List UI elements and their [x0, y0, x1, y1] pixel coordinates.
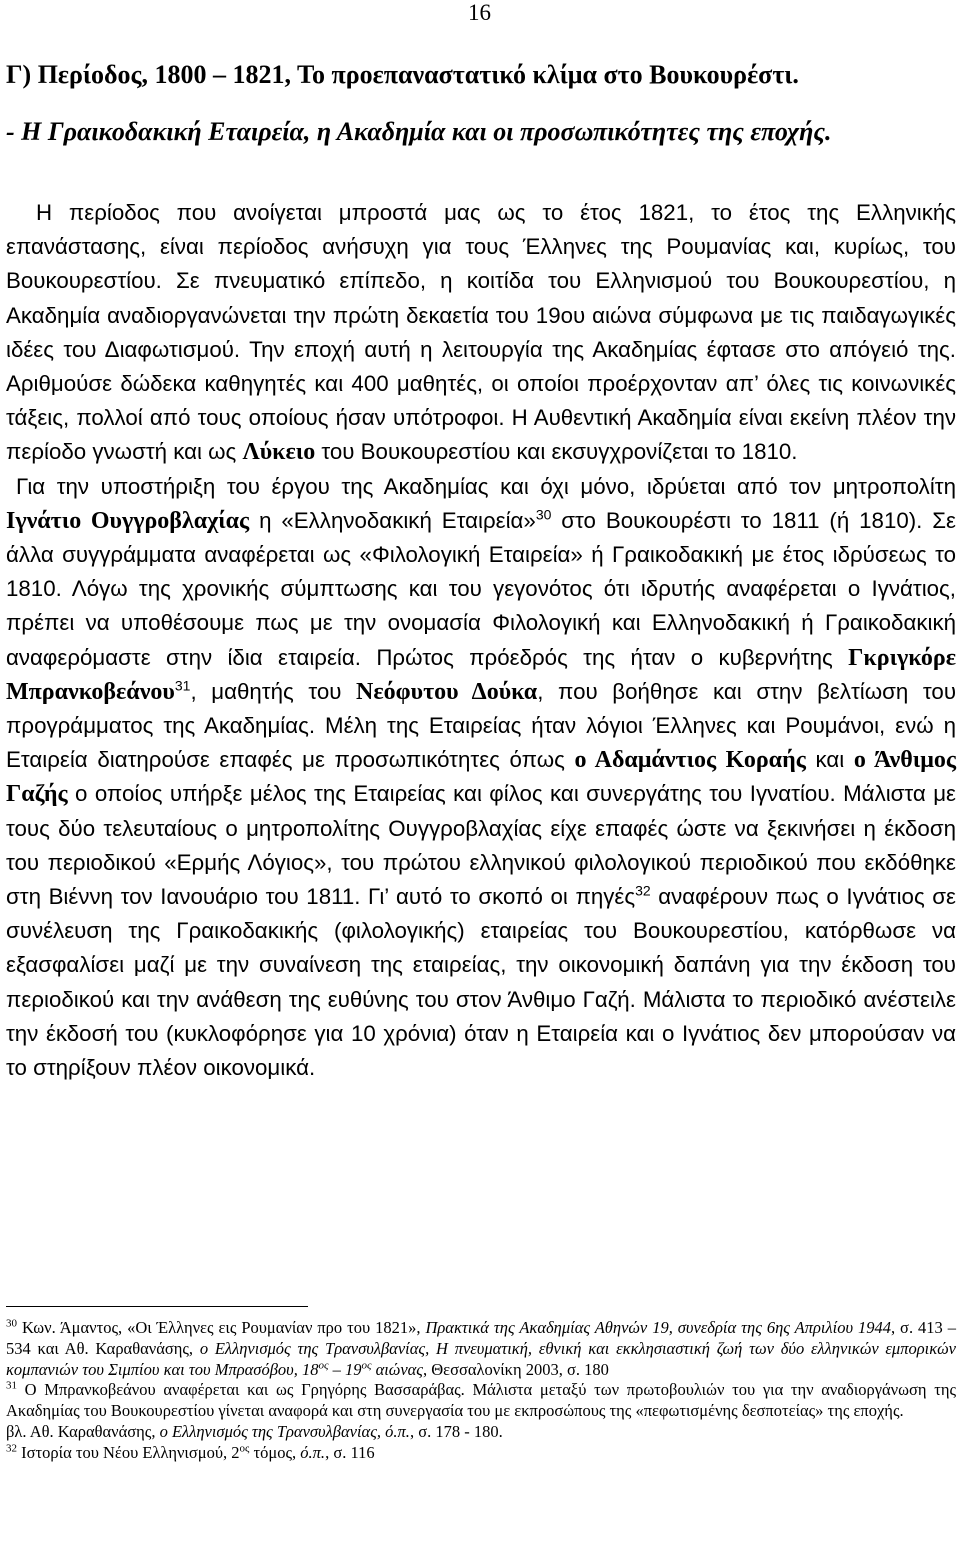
footnote-30-number: 30 [6, 1317, 17, 1330]
paragraph-1 [6, 196, 956, 470]
fn31-text-1: Ο Μπρανκοβεάνου αναφέρεται και ως Γρηγόρης Βασσαράβας. Μάλιστα μεταξύ των πρωτοβουλιών του για την αναδιοργάνωση της Ακαδημίας του Βουκουρεστίου γίνεται αναφορά και στη συνεργασία του με εκπροσώπους της «πεφωτισμένης δεσποτείας» της εποχής. [6, 1380, 956, 1421]
p1-text-a: Η περίοδος που ανοίγεται μπροστά μας ως το έτος 1821, το έτος της Ελληνικής επανάστασης, είναι περίοδος ανήσυχη για τους Έλληνες της Ρουμανίας και, κυρίως, του Βουκουρεστίου. Σε πνευματικό επίπεδο, η κοιτίδα του Ελληνισμού του Βουκουρεστίου, η Ακαδημία αναδιοργανώνεται την πρώτη δεκαετία του 19ου αιώνα σύμφωνα με τις παιδαγωγικές ιδέες του Διαφωτισμού. Την εποχή αυτή η λειτουργία της Ακαδημίας έφτασε στο απόγειό της. Αριθμούσε δώδεκα καθηγητές και 400 μαθητές, οι οποίοι προέρχονταν απ’ όλες τις κοινωνικές τάξεις, πολλοί από τους οποίους ήσαν υπότροφοι. Η Αυθεντική Ακαδημία είναι εκείνη πλέον την περίοδο γνωστή και ως [6, 200, 956, 465]
fn32-text-2: τόμος, [249, 1442, 301, 1462]
fn30-text-1: Κων. Άμαντος, «Οι Έλληνες εις Ρουμανίαν προ του 1821», [17, 1318, 426, 1337]
p2-text-5: , που βοήθησε και στην βελτίωση του προγράμματος της Ακαδημίας. Μέλη της Εταιρείας ήταν λόγιοι Έλληνες και Ρουμάνοι, ενώ η Εταιρεία διατηρούσε επαφές με προσωπικότητες όπως [6, 678, 957, 773]
p2-text-4: , μαθητής του [190, 678, 357, 704]
footnote-32-number: 32 [6, 1442, 17, 1455]
footnote-31 [6, 1380, 956, 1422]
p2-bold-gazis: ο Άνθιμος Γαζής [6, 747, 956, 808]
fn32-italic-1: ό.π. [300, 1442, 326, 1462]
fn31-text-3: , σ. 178 - 180. [409, 1421, 503, 1441]
section-heading: Γ) Περίοδος, 1800 – 1821, Το προεπαναστατικό κλίμα στο Βουκουρέστι. [6, 60, 799, 89]
footnote-ref-31[interactable]: 31 [174, 677, 191, 694]
fn31-text-2: βλ. Αθ. Καραθανάσης, [6, 1421, 160, 1441]
footnotes [6, 1318, 956, 1464]
fn32-text-1: Ιστορία του Νέου Ελληνισμού, 2 [17, 1442, 240, 1462]
p1-bold-lykeio: Λύκειο [242, 439, 316, 466]
p2-bold-brankoveanou: Γκριγκόρε Μπρανκοβεάνου [6, 644, 956, 705]
p2-text-8: αναφέρουν πως ο Ιγνάτιος σε συνέλευση της Γραικοδακικής (φιλολογικής) εταιρείας του Βουκουρεστίου, κατόρθωσε να εξασφαλίσει μαζί με την συναίνεση της εταιρείας, την οικονομική δαπάνη για την έκδοση του περιοδικού και την ανάθεση της ευθύνης του στον Άνθιμο Γαζή. Μάλιστα το περιοδικό ανέστειλε την έκδοσή του (κυκλοφόρησε για 10 χρόνια) όταν η Εταιρεία και ο Ιγνάτιος δεν μπορούσαν να το στηρίξουν πλέον οικονομικά. [6, 884, 956, 1081]
p2-text-1: Για την υποστήριξη του έργου της Ακαδημίας και όχι μόνο, ιδρύεται από τον μητροπολίτη [16, 473, 956, 499]
fn30-italic-1: Πρακτικά της Ακαδημίας Αθηνών 19, συνεδρία της 6ης Απριλίου 1944 [425, 1318, 891, 1337]
p2-text-3: στο Βουκουρέστι το 1811 (ή 1810). Σε άλλα συγγράμματα αναφέρεται ως «Φιλολογική Εταιρεία» ή Γραικοδακική με έτος ιδρύσεως το 1810. Λόγω της χρονικής σύμπτωσης και του γεγονότος ότι ιδρυτής αναφέρεται ο Ιγνάτιος, πρέπει να υποθέσουμε πως με την ονομασία Φιλολογική και Ελληνοδακική ή Γραικοδακική αναφερόμαστε στην ίδια εταιρεία. Πρώτος πρόεδρός της ήταν ο κυβερνήτης [6, 507, 956, 670]
p2-bold-ignatios: Ιγνάτιο Ουγγροβλαχίας [6, 507, 250, 534]
fn32-text-3: , σ. 116 [325, 1442, 375, 1462]
footnote-32 [6, 1443, 956, 1464]
fn30-italic-2: ο Ελληνισμός της Τρανσυλβανίας, Η πνευματική, εθνική και εκκλησιαστική ζωή των δύο ελληνικών εμπορικών κομπανιών του Σιμπίου και του Μπρασόβου, 18 [6, 1338, 956, 1379]
fn30-sup-2: ος [361, 1359, 372, 1372]
footnote-31-see-also [6, 1422, 956, 1443]
footnote-31-number: 31 [6, 1379, 17, 1392]
paragraph-2 [6, 470, 956, 1086]
fn32-sup: ος [239, 1442, 250, 1455]
fn30-sup-1: ος [318, 1359, 329, 1372]
p1-text-b: του Βουκουρεστίου και εκσυγχρονίζεται το 1810. [315, 439, 798, 465]
fn31-italic-1: ο Ελληνισμός της Τρανσυλβανίας, ό.π. [159, 1421, 410, 1441]
p2-text-2: η «Ελληνοδακική Εταιρεία» [249, 507, 536, 533]
page-number: 16 [468, 0, 491, 25]
footnote-ref-30[interactable]: 30 [535, 506, 552, 523]
fn30-italic-4: αιώνας [371, 1359, 423, 1379]
footnote-divider [6, 1306, 308, 1307]
body-text [6, 196, 956, 1085]
p2-text-7: ο οποίος υπήρξε μέλος της Εταιρείας και φίλος και συνεργάτης του Ιγνατίου. Μάλιστα με τους δύο τελευταίους ο μητροπολίτης Ουγγροβλαχίας είχε επαφές ώστε να ξεκινήσει η έκδοση του περιοδικού «Ερμής Λόγιος», του πρώτου ελληνικού φιλολογικού περιοδικού που εκδόθηκε στη Βιέννη τον Ιανουάριο του 1811. Γι’ αυτό το σκοπό οι πηγές [6, 781, 956, 910]
footnote-30 [6, 1318, 956, 1380]
p2-bold-korais: ο Αδαμάντιος Κοραής [574, 747, 806, 774]
p2-bold-doukas: Νεόφυτου Δούκα [356, 678, 538, 705]
footnote-ref-32[interactable]: 32 [635, 882, 651, 899]
fn30-text-2: , σ. 413 – 534 και Αθ. Καραθανάσης, [6, 1318, 956, 1358]
fn30-text-3: , Θεσσαλονίκη 2003, σ. 180 [423, 1359, 609, 1379]
fn30-italic-3: – 19 [328, 1359, 362, 1379]
section-subheading: - Η Γραικοδακική Εταιρεία, η Ακαδημία και οι προσωπικότητες της εποχής. [6, 117, 832, 146]
p2-text-6: και [805, 747, 854, 773]
